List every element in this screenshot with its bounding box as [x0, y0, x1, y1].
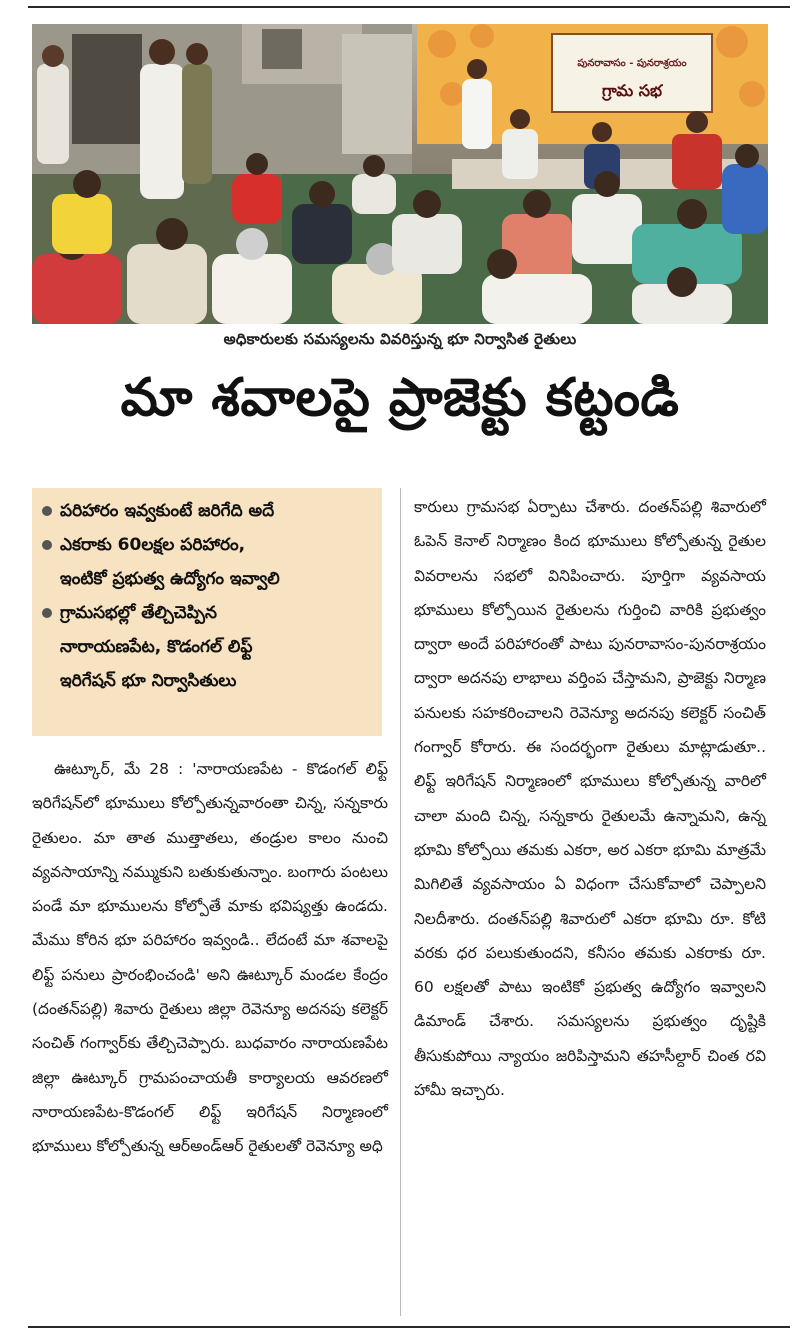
highlight-item [42, 596, 374, 698]
article-paragraph: ఊట్కూర్, మే 28 : 'నారాయణపేట - కొడంగల్ లిఫ్ట్ ఇరిగేషన్‌లో భూములు కోల్పోతున్నవారంతా చిన్న, సన్నకారు రైతులం. మా తాత ముత్తాతలు, తండ్రుల కాలం నుంచి వ్యవసాయాన్ని నమ్ముకుని బతుకుతున్నాం. బంగారు పంటలు పండే మా భూములను కోల్పోతే మాకు భవిష్యత్తు ఉండదు. మేము కోరిన భూ పరిహారం ఇవ్వండి.. లేదంటే మా శవాలపై లిఫ్ట్ పనులు ప్రారంభించండి' అని ఊట్కూర్ మండల కేంద్రం (దంతన్‌పల్లి) శివారు రైతులు జిల్లా రెవెన్యూ అదనపు కలెక్టర్ సంచిత్ గంగ్వార్‌కు తేల్చిచెప్పారు. బుధవారం నారాయణపేట జిల్లా ఊట్కూర్ గ్రామపంచాయతీ కార్యాలయ ఆవరణలో నారాయణపేట-కొడంగల్ లిఫ్ట్ ఇరిగేషన్ నిర్మాణంలో భూములు కోల్పోతున్న ఆర్‌అండ్‌ఆర్ రైతులతో రెవెన్యూ అధి [32, 760, 388, 1156]
highlight-text: గ్రామసభల్లో తేల్చిచెప్పిన నారాయణపేట, కొడంగల్ లిఫ్ట్ ఇరిగేషన్ భూ నిర్వాసితులు [60, 603, 253, 691]
highlight-item [42, 494, 374, 528]
highlight-text: పరిహారం ఇవ్వకుంటే జరిగేది అదే [60, 501, 275, 521]
highlights-box [32, 488, 382, 736]
news-photo [32, 24, 768, 324]
headline: మా శవాలపై ప్రాజెక్టు కట్టండి [120, 368, 680, 428]
top-rule [28, 6, 790, 8]
highlight-text: ఎకరాకు 60లక్షల పరిహారం, ఇంటికో ప్రభుత్వ ఉద్యోగం ఇవ్వాలి [60, 535, 280, 589]
banner-line1: పునరావాసం - పునరాశ్రయం [577, 58, 687, 69]
column-divider [400, 488, 401, 1316]
article-paragraph: కారులు గ్రామసభ ఏర్పాటు చేశారు. దంతన్‌పల్లి శివారులో ఓపెన్ కెనాల్ నిర్మాణం కింద భూములు కోల్పోతున్న రైతుల వివరాలను సభలో వినిపించారు. పూర్తిగా వ్యవసాయ భూములు కోల్పోయిన రైతులను గుర్తించి వారికి ప్రభుత్వం ద్వారా అందే పరిహారంతో పాటు పునరావాసం-పునరాశ్రయం ద్వారా అదనపు లాభాలు వర్తింప చేస్తామని, ప్రాజెక్టు నిర్మాణ పనులకు సహకరించాలని రెవెన్యూ అదనపు కలెక్టర్ సంచిత్ గంగ్వార్ కోరారు. ఈ సందర్భంగా రైతులు మాట్లాడుతూ.. లిఫ్ట్ ఇరిగేషన్ నిర్మాణంలో భూములు కోల్పోతున్న వారిలో చాలా మంది చిన్న, సన్నకారు రైతులమే ఉన్నామని, ఉన్న భూమి కోల్పోయి తమకు ఎకరా, అర ఎకరా భూమి మాత్రమే మిగిలితే వ్యవసాయం ఏ విధంగా చేసుకోవాలో చెప్పాలని నిలదీశారు. దంతన్‌పల్లి శివారులో ఎకరా భూమి రూ. కోటి వరకు ధర పలుకుతుందని, కనీసం తమకు ఎకరాకు రూ. 60 లక్షలతో పాటు ఇంటికో ప్రభుత్వ ఉద్యోగం ఇవ్వాలని డిమాండ్ చేశారు. సమస్యలను ప్రభుత్వం దృష్టికి తీసుకుపోయి న్యాయం జరిపిస్తామని తహసీల్దార్ చింత రవి హామీ ఇచ్చారు. [414, 498, 766, 1100]
bullet-icon [42, 506, 52, 516]
highlight-item [42, 528, 374, 596]
bullet-icon [42, 608, 52, 618]
bottom-rule [28, 1326, 790, 1328]
article-body-left [32, 752, 388, 1164]
banner-line2: గ్రామ సభ [602, 81, 662, 100]
event-banner [552, 34, 712, 112]
article-body-right [414, 490, 766, 1107]
photo-caption: అధికారులకు సమస్యలను వివరిస్తున్న భూ నిర్వాసిత రైతులు [223, 330, 577, 348]
bullet-icon [42, 540, 52, 550]
